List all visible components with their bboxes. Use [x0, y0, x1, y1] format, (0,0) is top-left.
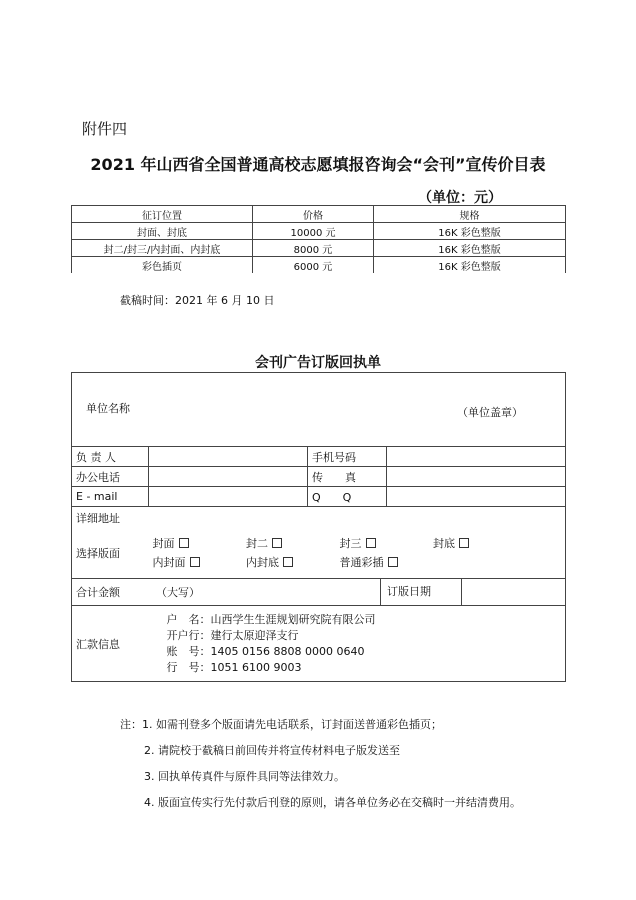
checkbox-icon	[459, 538, 469, 548]
attachment-label: 附件四	[82, 120, 128, 138]
row-choose	[72, 529, 566, 579]
checkbox-icon	[388, 557, 398, 567]
doc-title: 2021 年山西省全国普通高校志愿填报咨询会“会刊”宣传价目表	[90, 155, 546, 174]
receipt-form	[71, 372, 566, 682]
note-item	[120, 712, 521, 738]
checkbox-icon	[190, 557, 200, 567]
person-field[interactable]	[149, 447, 308, 467]
office-phone-field[interactable]	[149, 467, 308, 487]
row-address	[72, 507, 566, 529]
bank-account-name: 户 名：山西学生生涯规划研究院有限公司	[166, 612, 376, 626]
row-total	[72, 579, 566, 606]
checkbox-icon	[366, 538, 376, 548]
table-row	[72, 223, 566, 240]
option-label: 封面	[152, 537, 175, 551]
bank-label: 汇款信息	[72, 606, 149, 682]
checkbox-icon	[179, 538, 189, 548]
daxie-label: （大写）	[156, 586, 200, 599]
choose-label: 选择版面	[72, 529, 149, 579]
price-table	[71, 205, 566, 273]
row-email	[72, 487, 566, 507]
row-person	[72, 447, 566, 467]
email-field[interactable]	[149, 487, 308, 507]
cell-position: 封面、封底	[72, 223, 253, 240]
office-phone-label: 办公电话	[72, 467, 149, 487]
qq-field[interactable]	[387, 487, 566, 507]
option-cover3[interactable]	[340, 534, 430, 553]
cell-position: 封二/封三/内封面、内封底	[72, 240, 253, 257]
option-inner-back[interactable]	[246, 553, 336, 572]
mobile-field[interactable]	[387, 447, 566, 467]
unit-name-label: 单位名称	[86, 401, 130, 415]
total-label: 合计金额	[76, 586, 120, 599]
header-spec: 规格	[374, 206, 566, 223]
option-label: 封底	[433, 537, 455, 551]
checkbox-icon	[283, 557, 293, 567]
note-item: 3. 回执单传真件与原件具同等法律效力。	[144, 770, 345, 783]
receipt-title: 会刊广告订版回执单	[255, 355, 381, 371]
header-position: 征订位置	[72, 206, 253, 223]
option-label: 封三	[339, 537, 362, 551]
option-label: 内封面	[152, 556, 186, 570]
table-row	[72, 257, 566, 274]
note-text: 1. 如需刊登多个版面请先电话联系，订封面送普通彩色插页；	[142, 718, 442, 731]
option-cover2[interactable]	[246, 534, 336, 553]
unit-label: （单位：元）	[418, 190, 502, 206]
qq-label: Q Q	[308, 487, 387, 507]
table-row	[72, 240, 566, 257]
bank-code: 行 号：1051 6100 9003	[166, 660, 302, 674]
seal-note: （单位盖章）	[457, 405, 523, 419]
row-office-phone	[72, 467, 566, 487]
option-label: 封二	[246, 537, 268, 551]
cell-spec: 16K 彩色整版	[374, 257, 566, 274]
note-item: 4. 版面宣传实行先付款后刊登的原则，请各单位务必在交稿时一并结清费用。	[144, 796, 521, 809]
fax-field[interactable]	[387, 467, 566, 487]
cell-price: 10000 元	[253, 223, 374, 240]
cell-spec: 16K 彩色整版	[374, 240, 566, 257]
deadline-text: 截稿时间：2021 年 6 月 10 日	[120, 294, 275, 307]
fax-label: 传 真	[308, 467, 387, 487]
person-label: 负 责 人	[72, 447, 149, 467]
option-color-insert[interactable]	[340, 553, 430, 572]
mobile-label: 手机号码	[308, 447, 387, 467]
notes-prefix: 注：	[120, 718, 142, 731]
email-label: E - mail	[72, 487, 149, 507]
option-label: 普通彩插	[339, 556, 384, 570]
header-price: 价格	[253, 206, 374, 223]
bank-account-number: 账 号：1405 0156 8808 0000 0640	[166, 644, 365, 658]
option-label: 内封底	[246, 556, 279, 570]
order-date-label: 订版日期	[383, 579, 462, 605]
cell-spec: 16K 彩色整版	[374, 223, 566, 240]
row-unit-name	[72, 373, 566, 447]
notes	[120, 712, 521, 816]
address-label: 详细地址	[76, 511, 120, 525]
price-table-header	[72, 206, 566, 223]
row-bank	[72, 606, 566, 682]
option-back[interactable]	[433, 534, 493, 553]
option-cover[interactable]	[153, 534, 243, 553]
note-item: 2. 请院校于截稿日前回传并将宣传材料电子版发送至	[144, 744, 400, 757]
cell-position: 彩色插页	[72, 257, 253, 274]
option-inner-cover[interactable]	[153, 553, 243, 572]
cell-price: 6000 元	[253, 257, 374, 274]
bank-branch: 开户行：建行太原迎泽支行	[166, 628, 299, 642]
checkbox-icon	[272, 538, 282, 548]
cell-price: 8000 元	[253, 240, 374, 257]
